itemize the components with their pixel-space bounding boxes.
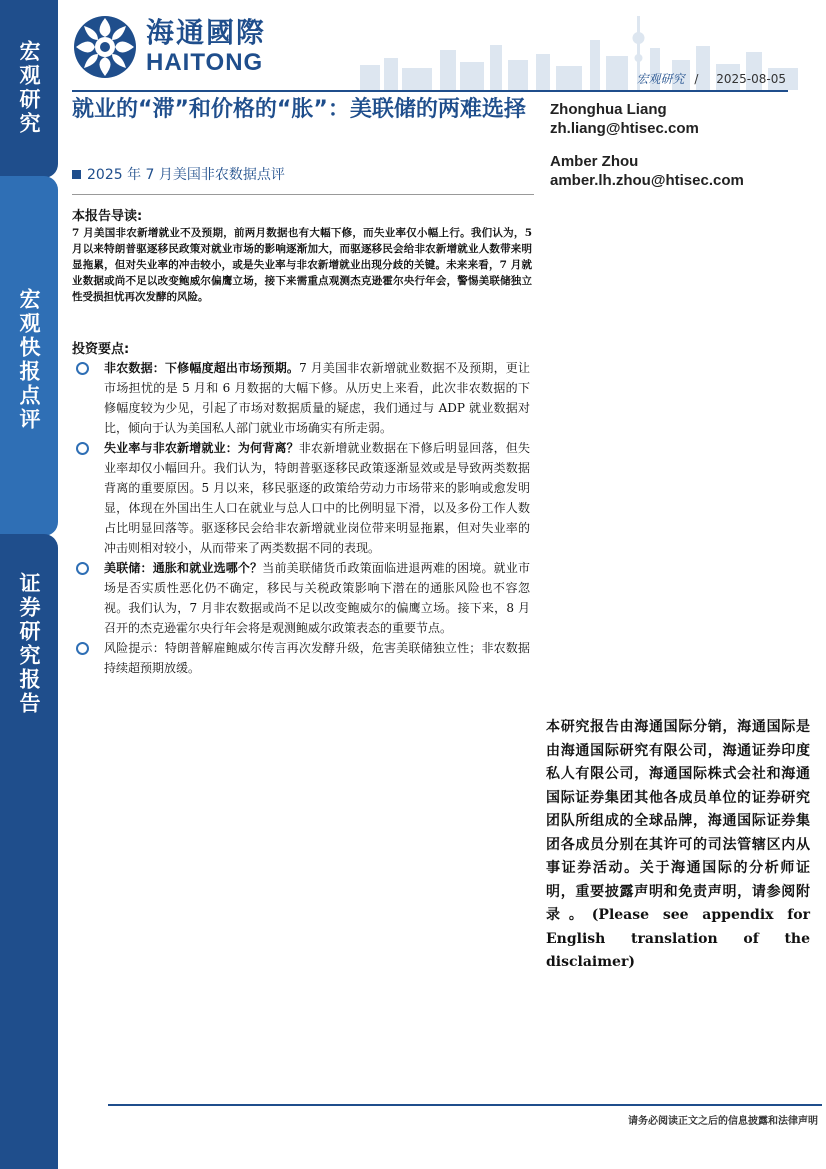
section-divider bbox=[72, 194, 534, 195]
list-item bbox=[74, 358, 530, 438]
header-divider: / bbox=[694, 72, 699, 86]
point-text: 7 月美国非农新增就业数据不及预期，更让市场担忧的是 5 月和 6 月数据的大幅下修。从历史上来看，此次非农数据的下修幅度较为少见，引起了市场对数据质量的疑虑，我们通过与 ADP 就业数据对比，倾向于认为美国私人部门就业市场确实有所走弱。 bbox=[104, 361, 530, 435]
logo-chinese-name: 海通國際 bbox=[146, 16, 267, 49]
page-title: 就业的“滞”和价格的“胀”：美联储的两难选择 bbox=[72, 97, 526, 122]
author-email[interactable]: amber.lh.zhou@htisec.com bbox=[550, 172, 744, 189]
point-lead: 非农数据：下修幅度超出市场预期。 bbox=[104, 361, 300, 375]
list-item bbox=[74, 438, 530, 558]
circle-bullet-icon bbox=[76, 642, 89, 655]
point-lead: 失业率与非农新增就业：为何背离？ bbox=[104, 441, 299, 455]
header-category: 宏观研究 bbox=[636, 72, 685, 86]
disclaimer-text: 本研究报告由海通国际分销，海通国际是由海通国际研究有限公司，海通证券印度私人有限公司，海通国际株式会社和海通国际证券集团其他各成员单位的证券研究团队所组成的全球品牌，海通国际证券集团各成员分别在其许可的司法管辖区内从事证券活动。关于海通国际的分析师证明，重要披露声明和免责声明，请参阅附录。(Please see appendix for English translation of the disclaimer) bbox=[546, 719, 810, 970]
list-item bbox=[74, 558, 530, 638]
subtitle-text: 2025 年 7 月美国非农数据点评 bbox=[87, 167, 285, 183]
circle-bullet-icon bbox=[76, 442, 89, 455]
logo-english-name: HAITONG bbox=[146, 49, 264, 76]
author-2 bbox=[550, 152, 744, 190]
point-text: 当前美联储货币政策面临进退两难的困境。就业市场是否实质性恶化仍不确定，移民与关税政策影响下潜在的通胀风险也不容忽视。我们认为，7 月非农数据或尚不足以改变鲍威尔的偏鹰立场。接下来，8 月召开的杰克逊霍尔央行年会将是观测鲍威尔政策表态的重要节点。 bbox=[104, 561, 530, 635]
author-list bbox=[550, 100, 744, 190]
report-subtitle bbox=[72, 164, 285, 184]
circle-bullet-icon bbox=[76, 362, 89, 375]
points-heading: 投资要点: bbox=[72, 342, 130, 357]
sidebar-tab-macro-flash bbox=[0, 176, 58, 536]
point-lead: 美联储：通胀和就业选哪个？ bbox=[104, 561, 263, 575]
author-email[interactable]: zh.liang@htisec.com bbox=[550, 120, 699, 137]
author-name: Zhonghua Liang bbox=[550, 101, 667, 118]
sidebar-tab-label: 证券研究报告 bbox=[17, 572, 41, 716]
point-text: 风险提示：特朗普解雇鲍威尔传言再次发酵升级，危害美联储独立性；非农数据持续超预期放缓。 bbox=[104, 641, 530, 675]
sidebar-tab-label: 宏观研究 bbox=[17, 40, 41, 136]
company-logo bbox=[72, 14, 266, 80]
header-date: 2025-08-05 bbox=[716, 72, 786, 86]
sidebar-tab-securities-report bbox=[0, 534, 58, 1169]
haitong-logo-icon bbox=[72, 14, 138, 80]
circle-bullet-icon bbox=[76, 562, 89, 575]
author-1 bbox=[550, 100, 744, 138]
author-name: Amber Zhou bbox=[550, 153, 639, 170]
points-list bbox=[74, 358, 530, 678]
list-item bbox=[74, 638, 530, 678]
sidebar-tab-macro-research bbox=[0, 0, 58, 178]
header-meta bbox=[637, 70, 786, 87]
guide-heading: 本报告导读: bbox=[72, 209, 143, 224]
footer-divider-line bbox=[108, 1104, 822, 1106]
guide-text: 7 月美国非农新增就业不及预期，前两月数据也有大幅下修，而失业率仅小幅上行。我们认为，5 月以来特朗普驱逐移民政策对就业市场的影响逐渐加大，而驱逐移民会给非农新增就业人数带来明显拖累，但对失业率的冲击较小，或是失业率与非农新增就业出现分歧的关键。未来来看，7 月就业数据或尚不足以改变鲍威尔偏鹰立场，接下来需重点观测杰克逊霍尔央行年会，警惕美联储独立性受损担忧再次发酵的风险。 bbox=[72, 227, 532, 303]
square-bullet-icon bbox=[72, 170, 81, 179]
sidebar-tab-label: 宏观快报点评 bbox=[17, 288, 41, 432]
point-text: 非农新增就业数据在下修后明显回落，但失业率却仅小幅回升。我们认为，特朗普驱逐移民政策逐渐显效或是导致两类数据背离的重要原因。5 月以来，移民驱逐的政策给劳动力市场带来的影响或愈发明显，体现在外国出生人口在就业与总人口中的比例明显下滑，以及多份工作人数占比明显回落等。驱逐移民会给非农新增就业岗位带来明显拖累，但对失业率的冲击则相对较小，从而带来了两类数据不同的表现。 bbox=[104, 441, 530, 555]
footer-notice: 请务必阅读正文之后的信息披露和法律声明 bbox=[628, 1116, 818, 1127]
header-divider-line bbox=[72, 90, 788, 92]
